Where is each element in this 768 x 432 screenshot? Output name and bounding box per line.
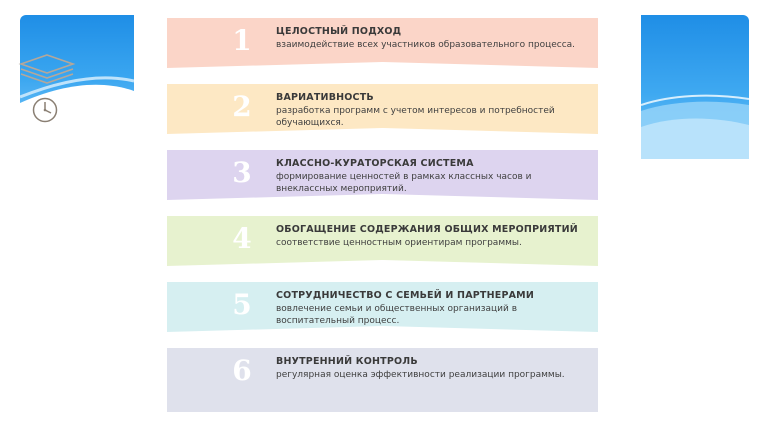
step-item-2	[167, 84, 598, 136]
step-description: формирование ценностей в рамках классных часов и внеклассных мероприятий.	[276, 172, 532, 194]
decorative-panel-right	[641, 15, 749, 159]
step-number: 5	[232, 288, 252, 321]
clock-icon[interactable]	[31, 96, 59, 124]
step-number: 2	[232, 90, 252, 123]
step-number: 6	[232, 354, 252, 387]
step-title: ВНУТРЕННИЙ КОНТРОЛЬ	[276, 356, 418, 367]
step-number: 1	[232, 24, 252, 57]
step-title: КЛАССНО-КУРАТОРСКАЯ СИСТЕМА	[276, 158, 474, 169]
step-description: взаимодействие всех участников образовательного процесса.	[276, 40, 576, 50]
step-title: ЦЕЛОСТНЫЙ ПОДХОД	[276, 26, 402, 37]
step-number: 4	[232, 222, 252, 255]
step-item-1	[167, 18, 598, 70]
step-description: вовлечение семьи и общественных организаций в воспитательный процесс.	[276, 304, 518, 326]
step-description: соответствие ценностным ориентирам программы.	[276, 238, 522, 248]
step-item-3	[167, 150, 598, 202]
step-description: регулярная оценка эффективности реализации программы.	[276, 370, 565, 380]
step-item-4	[167, 216, 598, 268]
step-title: ОБОГАЩЕНИЕ СОДЕРЖАНИЯ ОБЩИХ МЕРОПРИЯТИЙ	[276, 224, 578, 235]
steps-card	[167, 15, 598, 412]
step-item-5	[167, 282, 598, 334]
step-item-6	[167, 348, 598, 412]
layers-icon[interactable]	[18, 52, 76, 86]
step-title: ВАРИАТИВНОСТЬ	[276, 92, 374, 103]
step-title: СОТРУДНИЧЕСТВО С СЕМЬЕЙ И ПАРТНЕРАМИ	[276, 290, 534, 301]
step-description: разработка программ с учетом интересов и потребностей обучающихся.	[276, 106, 555, 128]
step-number: 3	[232, 156, 252, 189]
